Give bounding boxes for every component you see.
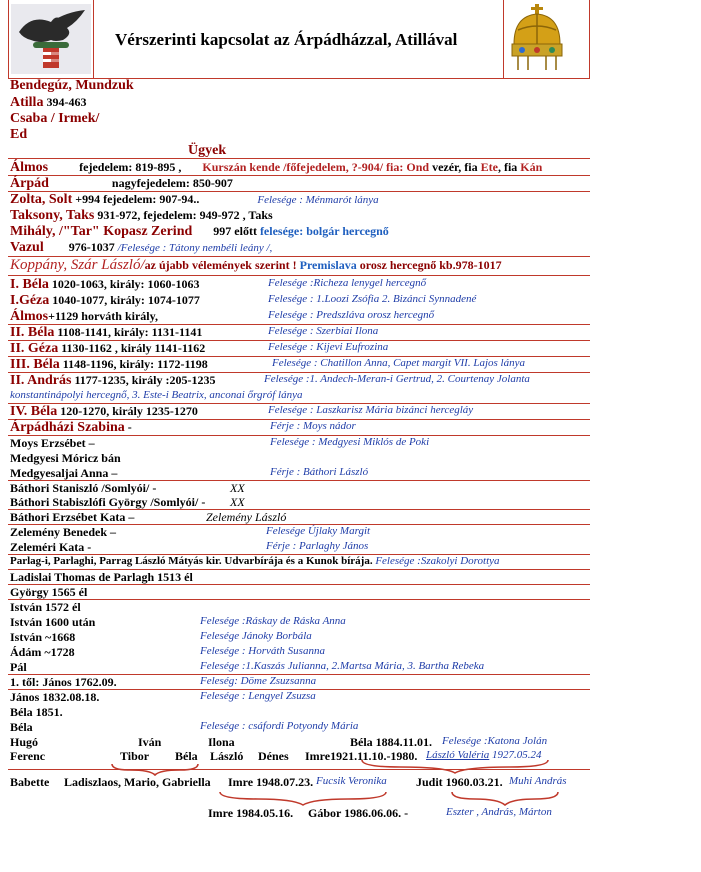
turul-bird-coat-of-arms-icon — [11, 4, 91, 74]
row-divider — [8, 158, 590, 159]
family-bracket — [218, 790, 388, 806]
row-benedek: Zelemény Benedek – Felesége Újlaky Margit — [10, 525, 371, 539]
row-parlag: Parlag-i, Parlaghi, Parrag László Mátyás kir. Udvarbírája és a Kunok bírája. Felesége :Szakolyi Dorottya — [10, 555, 500, 567]
intro-line-5: Ügyek — [188, 143, 227, 158]
row-geza1: I.Géza 1040-1077, király: 1074-1077 Felesége : 1.Loozi Zsófia 2. Bizánci Synnadené — [10, 293, 477, 308]
intro-line-3: Csaba / Irmek/ — [10, 111, 100, 126]
row-pal: Pál Felesége :1.Kaszás Julianna, 2.Martsa Mária, 3. Bartha Rebeka — [10, 660, 485, 674]
row-bela4: IV. Béla 120-1270, király 1235-1270 Felesége : Laszkarisz Mária bizánci hercegláy — [10, 404, 474, 419]
row-divider — [8, 769, 590, 770]
intro-line-1: Bendegúz, Mundzuk — [10, 78, 134, 93]
row-divider — [8, 599, 590, 600]
row-almos2: Álmos+1129 horváth király, Felesége : Predszláva orosz hercegnő — [10, 309, 435, 324]
row-taksony: Taksony, Taks 931-972, fejedelem: 949-972 , Taks — [10, 208, 273, 223]
row-bela1: I. Béla 1020-1063, király: 1060-1063 Felesége :Richeza lenygel hercegnő — [10, 277, 427, 292]
header-divider — [8, 0, 9, 78]
family-bracket — [450, 790, 560, 806]
row-gyorgy-1565: György 1565 él — [10, 585, 88, 599]
header-divider — [589, 0, 590, 78]
row-babette: Babette Ladiszlaos, Mario, Gabriella Imre 1948.07.23. Fucsik Veronika Judit 1960.03.21. Muhi András — [10, 775, 567, 789]
row-gyorgy: Báthori Stabiszlófi György /Somlyói/ - XX — [10, 495, 245, 509]
row-ferenc: Ferenc Tibor Béla László Dénes Imre1921.11.10.-1980. László Valéria 1927.05.24 — [10, 749, 542, 763]
row-andras-wife-cont: konstantinápolyi hercegnő, 3. Este-i Beatrix, anconai őrgróf lánya — [10, 389, 303, 401]
row-bela: Béla Felesége : csáfordi Potyondy Mária — [10, 720, 359, 734]
row-mihaly: Mihály, /"Tar" Kopasz Zerind 997 előtt felesége: bolgár hercegnő — [10, 224, 389, 239]
row-kata: Zeleméri Kata - Férje : Parlaghy János — [10, 540, 369, 554]
header-divider — [503, 0, 504, 78]
row-istvan-1668: István ~1668 Felesége Jánoky Borbála — [10, 630, 312, 644]
row-divider — [8, 275, 590, 276]
page-title: Vérszerinti kapcsolat az Árpádházzal, Atillával — [115, 30, 458, 49]
row-adam-1728: Ádám ~1728 Felesége : Horváth Susanna — [10, 645, 325, 659]
intro-line-2: Atilla 394-463 — [10, 95, 87, 110]
row-arpad: Árpád nagyfejedelem: 850-907 — [10, 176, 233, 191]
row-koppany: Koppány, Szár László/az újabb vélemények szerint ! Premislava orosz hercegnő kb.978-1017 — [10, 257, 502, 273]
row-ladislai: Ladislai Thomas de Parlagh 1513 él — [10, 570, 193, 584]
row-hugo: Hugó Iván Ilona Béla 1884.11.01. Felesége :Katona Jolán — [10, 735, 548, 749]
row-moys: Moys Erzsébet – Felesége : Medgyesi Miklós de Poki — [10, 436, 430, 450]
row-anna: Medgyesaljai Anna – Férje : Báthori László — [10, 466, 369, 480]
family-bracket — [360, 758, 550, 774]
row-divider — [8, 584, 590, 585]
row-bela3: III. Béla 1148-1196, király: 1172-1198 Felesége : Chatillon Anna, Capet margit VII. Lajos lánya — [10, 357, 525, 372]
row-szabina: Árpádházi Szabina - Férje : Moys nádor — [10, 420, 356, 435]
row-almos: Álmos fejedelem: 819-895 , Kurszán kende /főfejedelem, ?-904/ fia: Ond vezér, fia Ete, fia Kán — [10, 160, 543, 175]
row-vazul: Vazul 976-1037 /Felesége : Tátony nembéli leány /, — [10, 240, 273, 255]
header-divider — [93, 0, 94, 78]
row-andras: II. András 1177-1235, király :205-1235 Felesége :1. Andech-Meran-i Gertrud, 2. Courtenay Jolanta — [10, 373, 530, 388]
holy-crown-icon — [508, 4, 566, 74]
row-geza2: II. Géza 1130-1162 , király 1141-1162 Felesége : Kijevi Eufrozina — [10, 341, 389, 356]
row-zolta: Zolta, Solt +994 fejedelem: 907-94.. Felesége : Ménmarót lánya — [10, 192, 379, 207]
row-istvan-1600: István 1600 után Felesége :Ráskay de Ráska Anna — [10, 615, 346, 629]
row-istvan-1572: István 1572 él — [10, 600, 81, 614]
row-moric: Medgyesi Móricz bán — [10, 451, 121, 465]
intro-line-4: Ed — [10, 127, 28, 142]
row-janos-1832: János 1832.08.18. Felesége : Lengyel Zsuzsa — [10, 690, 316, 704]
row-janos-1762: 1. től: János 1762.09. Feleség: Döme Zsuzsanna — [10, 675, 317, 689]
row-bela-1851: Béla 1851. — [10, 705, 63, 719]
row-bela2: II. Béla 1108-1141, király: 1131-1141 Felesége : Szerbiai Ilona — [10, 325, 379, 340]
row-stan: Báthori Staniszló /Somlyói/ - XX — [10, 481, 245, 495]
row-erzsebet: Báthori Erzsébet Kata – Zelemény László — [10, 510, 287, 524]
